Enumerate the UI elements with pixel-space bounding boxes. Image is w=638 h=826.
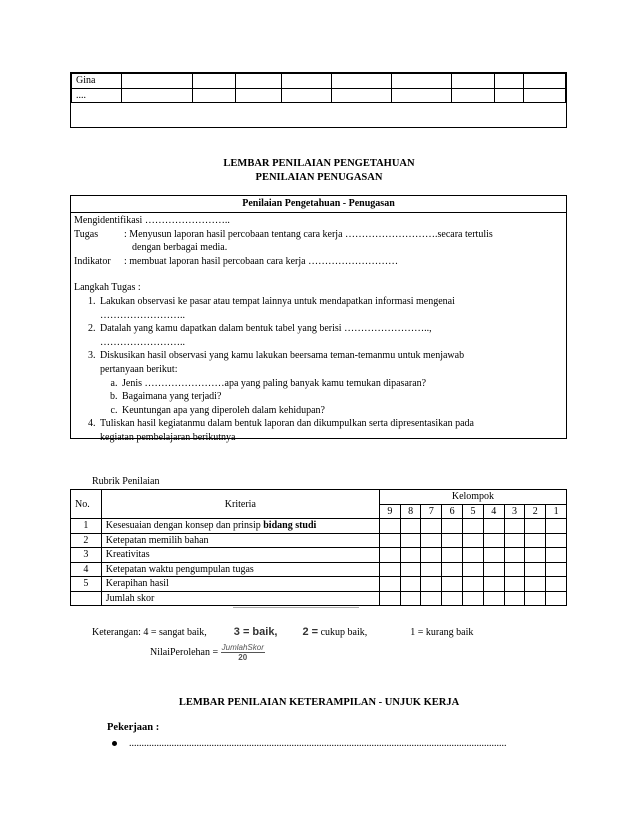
score-cell	[504, 533, 525, 548]
bullet-icon	[112, 741, 117, 746]
pekerjaan-dots: .......................................................................................................................................................	[129, 738, 507, 749]
row-kriteria	[101, 562, 379, 577]
score-cell	[442, 562, 463, 577]
row-no: 4	[71, 562, 102, 577]
score-cell	[525, 591, 546, 606]
row-kriteria	[101, 533, 379, 548]
score-cell	[379, 577, 400, 592]
steps-list	[74, 295, 563, 445]
cukup-num: 2 =	[302, 626, 319, 638]
score-cell	[379, 548, 400, 563]
list-item: b. Bagaimana yang terjadi?	[120, 390, 563, 404]
score-cell	[525, 548, 546, 563]
score-cell	[525, 562, 546, 577]
score-cell	[463, 577, 484, 592]
indikator-line	[74, 255, 563, 269]
group-header-cell: 4	[483, 504, 504, 519]
task-box	[70, 195, 567, 443]
tugas-text: : Menyusun laporan hasil percobaan tentang cara kerja ……………………….secara tertulis	[124, 228, 493, 240]
task-body	[71, 213, 566, 446]
list-item: 3. Diskusikan hasil observasi yang kamu lakukan beersama teman-temanmu untuk menjawab pertanyaan berikut: a. Jenis ……………………apa yang paling banyak kamu temukan dipasaran? b. Bagaimana yang terjadi? c. Keuntungan apa yang diperoleh dalam kehidupan?	[98, 349, 563, 417]
rubric-body	[71, 519, 567, 606]
score-cell	[463, 591, 484, 606]
fraction-denominator: 20	[238, 653, 248, 662]
row-kriteria	[101, 519, 379, 534]
kurang-text: 1 = kurang baik	[410, 627, 474, 638]
score-cell	[463, 562, 484, 577]
score-cell	[525, 533, 546, 548]
score-cell	[442, 591, 463, 606]
group-header-cell: 6	[442, 504, 463, 519]
score-cell	[504, 591, 525, 606]
name-cell: ....	[72, 88, 122, 103]
fraction-numerator: JumlahSkor	[221, 643, 264, 652]
tugas-line	[74, 228, 563, 242]
score-cell	[421, 533, 442, 548]
cukup-text: cukup baik,	[320, 627, 368, 638]
nilai-perolehan-line	[150, 643, 265, 662]
kriteria-text: Jumlah skor	[105, 592, 155, 604]
name-cell: Gina	[72, 74, 122, 89]
tugas-text-cont: dengan berbagai media.	[132, 242, 228, 254]
group-header-cell: 1	[546, 504, 567, 519]
row-no: 3	[71, 548, 102, 563]
kriteria-text: Ketepatan memilih bahan	[105, 534, 209, 546]
group-header-cell: 7	[421, 504, 442, 519]
score-cell	[483, 591, 504, 606]
score-cell	[483, 533, 504, 548]
table-row	[71, 533, 567, 548]
group-header-cell: 8	[400, 504, 421, 519]
table-header-row	[71, 490, 567, 505]
top-partial-table-box	[70, 72, 567, 128]
col-kriteria: Kriteria	[101, 490, 379, 519]
score-cell	[379, 591, 400, 606]
group-header-cell: 2	[525, 504, 546, 519]
table-row	[71, 548, 567, 563]
table-row	[72, 74, 566, 89]
score-cell	[546, 562, 567, 577]
score-cell	[546, 533, 567, 548]
score-cell	[546, 519, 567, 534]
score-cell	[504, 577, 525, 592]
title-pengetahuan: LEMBAR PENILAIAN PENGETAHUAN	[223, 158, 415, 169]
group-header-cell: 3	[504, 504, 525, 519]
title-penugasan: PENILAIAN PENUGASAN	[255, 172, 383, 183]
score-cell	[525, 577, 546, 592]
list-item: c. Keuntungan apa yang diperoleh dalam kehidupan?	[120, 404, 563, 418]
score-cell	[546, 548, 567, 563]
score-cell	[463, 533, 484, 548]
table-row	[72, 88, 566, 103]
row-kriteria	[101, 577, 379, 592]
separator-line	[233, 607, 359, 608]
score-cell	[379, 533, 400, 548]
kriteria-text: Kreativitas	[105, 549, 150, 561]
score-cell	[442, 519, 463, 534]
score-cell	[463, 519, 484, 534]
list-item: 1. Lakukan observasi ke pasar atau tempat lainnya untuk mendapatkan informasi mengenai ……………………..	[98, 295, 563, 322]
score-cell	[442, 548, 463, 563]
score-cell	[400, 533, 421, 548]
list-item: 2. Datalah yang kamu dapatkan dalam bentuk tabel yang berisi …………………….., ……………………..	[98, 322, 563, 349]
indikator-text: : membuat laporan hasil percobaan cara kerja ………………………	[124, 255, 399, 267]
score-cell	[504, 562, 525, 577]
indikator-label: Indikator	[74, 255, 111, 267]
score-cell	[483, 562, 504, 577]
table-row	[71, 519, 567, 534]
rubric-table	[70, 489, 567, 606]
row-no: 1	[71, 519, 102, 534]
score-cell	[400, 548, 421, 563]
score-cell	[483, 577, 504, 592]
score-cell	[483, 519, 504, 534]
sub-questions	[100, 377, 563, 418]
keterangan-label: Keterangan: 4 = sangat baik,	[92, 627, 207, 638]
table-row	[71, 562, 567, 577]
tugas-label: Tugas	[74, 228, 99, 240]
table-row	[71, 577, 567, 592]
score-cell	[442, 533, 463, 548]
score-cell	[463, 548, 484, 563]
row-no: 2	[71, 533, 102, 548]
list-item: a. Jenis ……………………apa yang paling banyak kamu temukan dipasaran?	[120, 377, 563, 391]
score-cell	[400, 519, 421, 534]
row-no	[71, 591, 102, 606]
kriteria-text: Kerapihan hasil	[105, 578, 169, 590]
score-cell	[504, 548, 525, 563]
score-cell	[400, 562, 421, 577]
identify-line: Mengidentifikasi ……………………..	[74, 215, 230, 226]
pekerjaan-bullet	[112, 738, 562, 749]
list-item: 4. Tuliskan hasil kegiatanmu dalam bentuk laporan dan dikumpulkan serta dipresentasikan pada kegiatan pembelajaran berikutnya	[98, 417, 563, 444]
score-cell	[483, 548, 504, 563]
steps-title: Langkah Tugas :	[74, 282, 141, 294]
kriteria-text: Ketepatan waktu pengumpulan tugas	[105, 563, 254, 575]
score-cell	[400, 591, 421, 606]
kriteria-text: Kesesuaian dengan konsep dan prinsip	[105, 520, 264, 532]
score-cell	[400, 577, 421, 592]
table-row	[71, 591, 567, 606]
score-cell	[379, 519, 400, 534]
row-no: 5	[71, 577, 102, 592]
top-partial-table	[71, 73, 566, 103]
col-kelompok: Kelompok	[379, 490, 566, 505]
keterangan-line	[92, 626, 473, 638]
score-cell	[421, 519, 442, 534]
score-cell	[504, 519, 525, 534]
nilai-label: NilaiPerolehan =	[150, 646, 219, 658]
col-no: No.	[71, 490, 102, 519]
baik-text: 3 = baik,	[233, 626, 278, 638]
score-cell	[421, 591, 442, 606]
score-cell	[525, 519, 546, 534]
score-cell	[546, 577, 567, 592]
score-cell	[442, 577, 463, 592]
task-header: Penilaian Pengetahuan - Penugasan	[71, 196, 566, 213]
group-header-cell: 9	[379, 504, 400, 519]
score-cell	[546, 591, 567, 606]
group-header-cell: 5	[463, 504, 484, 519]
pekerjaan-label: Pekerjaan :	[107, 722, 160, 733]
score-cell	[421, 548, 442, 563]
title-keterampilan: LEMBAR PENILAIAN KETERAMPILAN - UNJUK KERJA	[178, 697, 460, 708]
score-cell	[421, 577, 442, 592]
kriteria-bold-text: bidang studi	[263, 520, 317, 532]
score-cell	[421, 562, 442, 577]
score-cell	[379, 562, 400, 577]
rubric-label: Rubrik Penilaian	[92, 476, 160, 487]
score-fraction	[221, 643, 265, 662]
row-kriteria	[101, 591, 379, 606]
row-kriteria	[101, 548, 379, 563]
